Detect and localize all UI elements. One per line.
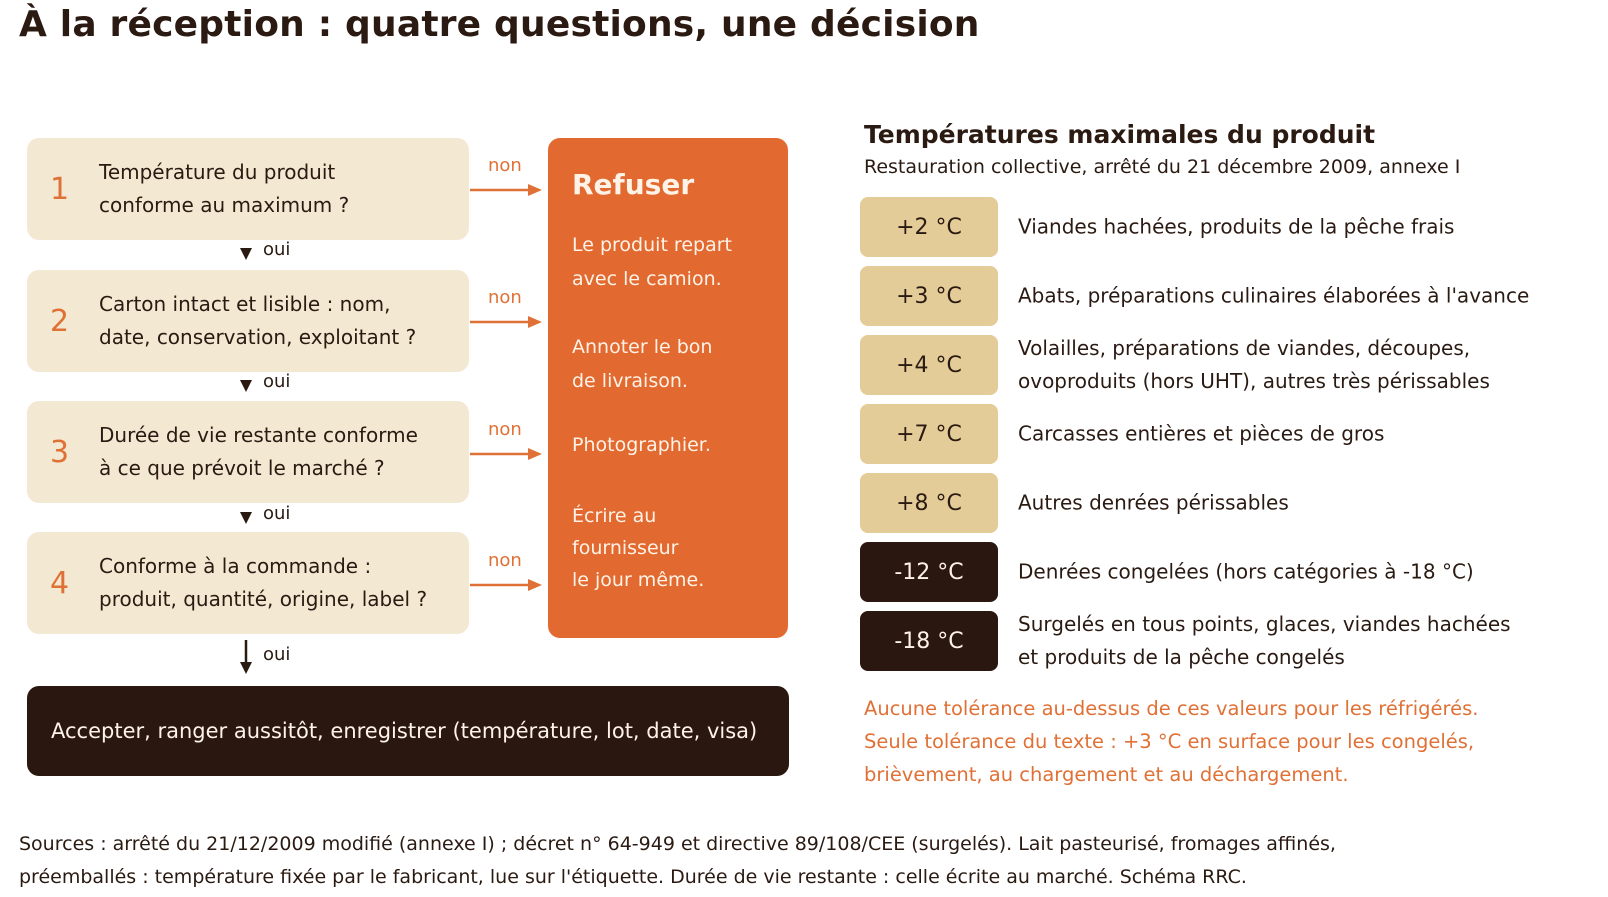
question-line: Carton intact et lisible : nom,	[99, 292, 391, 316]
temp-badge: +4 °C	[860, 335, 998, 395]
question-number: 2	[50, 303, 70, 339]
sources-line: préemballés : température fixée par le fabricant, lue sur l'étiquette. Durée de vie restante : celle écrite au marché. Schéma RRC.	[19, 866, 1247, 888]
refuse-step-line: Photographier.	[572, 434, 711, 456]
question-line: date, conservation, exploitant ?	[99, 325, 417, 349]
temp-label	[1018, 332, 1558, 398]
page-title: À la réception : quatre questions, une décision	[19, 4, 980, 45]
temp-row	[860, 197, 1560, 257]
note-line: Aucune tolérance au-dessus de ces valeurs pour les réfrigérés.	[864, 697, 1479, 720]
refuse-step	[572, 330, 712, 398]
refuse-step-line: de livraison.	[572, 370, 688, 392]
temp-badge: +3 °C	[860, 266, 998, 326]
temp-label-line: Carcasses entières et pièces de gros	[1018, 421, 1385, 446]
question-line: produit, quantité, origine, label ?	[99, 587, 428, 611]
question-box-1	[27, 138, 469, 240]
temp-row	[860, 404, 1560, 464]
refuse-step-line: Annoter le bon	[572, 336, 713, 358]
refuse-step-line: Le produit repart	[572, 234, 732, 256]
accept-text: Accepter, ranger aussitôt, enregistrer (température, lot, date, visa)	[51, 719, 758, 743]
no-label: non	[488, 550, 522, 571]
temps-subtitle: Restauration collective, arrêté du 21 décembre 2009, annexe I	[864, 156, 1461, 178]
temp-label	[1018, 487, 1558, 520]
arrow-down-icon	[238, 640, 254, 676]
temp-label	[1018, 211, 1558, 244]
tolerance-note	[864, 692, 1478, 791]
temp-label-line: Viandes hachées, produits de la pêche frais	[1018, 214, 1455, 239]
temp-label-line: Abats, préparations culinaires élaborées à l'avance	[1018, 283, 1530, 308]
refuse-title: Refuser	[572, 168, 695, 201]
question-box-4	[27, 532, 469, 634]
yes-label: oui	[263, 503, 291, 524]
refuse-step-line: Écrire au	[572, 505, 657, 527]
question-box-2	[27, 270, 469, 372]
temp-row	[860, 266, 1560, 326]
arrow-down-icon	[238, 378, 254, 394]
refuse-step	[572, 500, 704, 596]
arrow-right-icon	[470, 183, 542, 197]
sources-line: Sources : arrêté du 21/12/2009 modifié (annexe I) ; décret n° 64-949 et directive 89/108/CEE (surgelés). Lait pasteurisé, fromages affinés,	[19, 833, 1336, 855]
question-line: Température du produit	[99, 160, 336, 184]
question-line: Conforme à la commande :	[99, 554, 372, 578]
temp-row	[860, 473, 1560, 533]
temps-title: Températures maximales du produit	[864, 120, 1376, 149]
temp-row	[860, 611, 1560, 671]
temp-label-line: et produits de la pêche congelés	[1018, 645, 1345, 669]
question-text	[99, 288, 459, 354]
temp-badge: -12 °C	[860, 542, 998, 602]
temp-badge: -18 °C	[860, 611, 998, 671]
temp-badge: +2 °C	[860, 197, 998, 257]
temp-badge: +7 °C	[860, 404, 998, 464]
note-line: Seule tolérance du texte : +3 °C en surface pour les congelés,	[864, 730, 1475, 753]
arrow-down-icon	[238, 510, 254, 526]
question-line: Durée de vie restante conforme	[99, 423, 418, 447]
question-box-3	[27, 401, 469, 503]
no-label: non	[488, 155, 522, 176]
question-line: à ce que prévoit le marché ?	[99, 456, 385, 480]
temp-label-line: Surgelés en tous points, glaces, viandes hachées	[1018, 612, 1511, 636]
no-label: non	[488, 419, 522, 440]
temp-label	[1018, 608, 1558, 674]
refuse-box	[548, 138, 788, 638]
refuse-step	[572, 228, 732, 296]
arrow-right-icon	[470, 447, 542, 461]
question-line: conforme au maximum ?	[99, 193, 350, 217]
refuse-step-line: fournisseur	[572, 537, 679, 559]
temp-label-line: Volailles, préparations de viandes, découpes,	[1018, 336, 1471, 360]
question-number: 1	[50, 171, 70, 207]
temp-label-line: Autres denrées périssables	[1018, 490, 1289, 515]
arrow-down-icon	[238, 246, 254, 262]
yes-label: oui	[263, 371, 291, 392]
question-text	[99, 419, 459, 485]
temp-row	[860, 542, 1560, 602]
yes-label: oui	[263, 644, 291, 665]
question-text	[99, 156, 459, 222]
note-line: brièvement, au chargement et au déchargement.	[864, 763, 1349, 786]
sources-text	[19, 828, 1336, 894]
refuse-step-line: avec le camion.	[572, 268, 722, 290]
temp-label-line: Denrées congelées (hors catégories à -18 °C)	[1018, 559, 1474, 584]
question-number: 4	[50, 565, 70, 601]
temp-label	[1018, 556, 1558, 589]
yes-label: oui	[263, 239, 291, 260]
temp-label-line: ovoproduits (hors UHT), autres très périssables	[1018, 369, 1490, 393]
temp-label	[1018, 418, 1558, 451]
accept-box	[27, 686, 789, 776]
question-text	[99, 550, 459, 616]
temp-badge: +8 °C	[860, 473, 998, 533]
refuse-step	[572, 428, 711, 462]
arrow-right-icon	[470, 578, 542, 592]
question-number: 3	[50, 434, 70, 470]
no-label: non	[488, 287, 522, 308]
refuse-step-line: le jour même.	[572, 569, 705, 591]
temp-label	[1018, 280, 1558, 313]
temp-row	[860, 335, 1560, 395]
arrow-right-icon	[470, 315, 542, 329]
